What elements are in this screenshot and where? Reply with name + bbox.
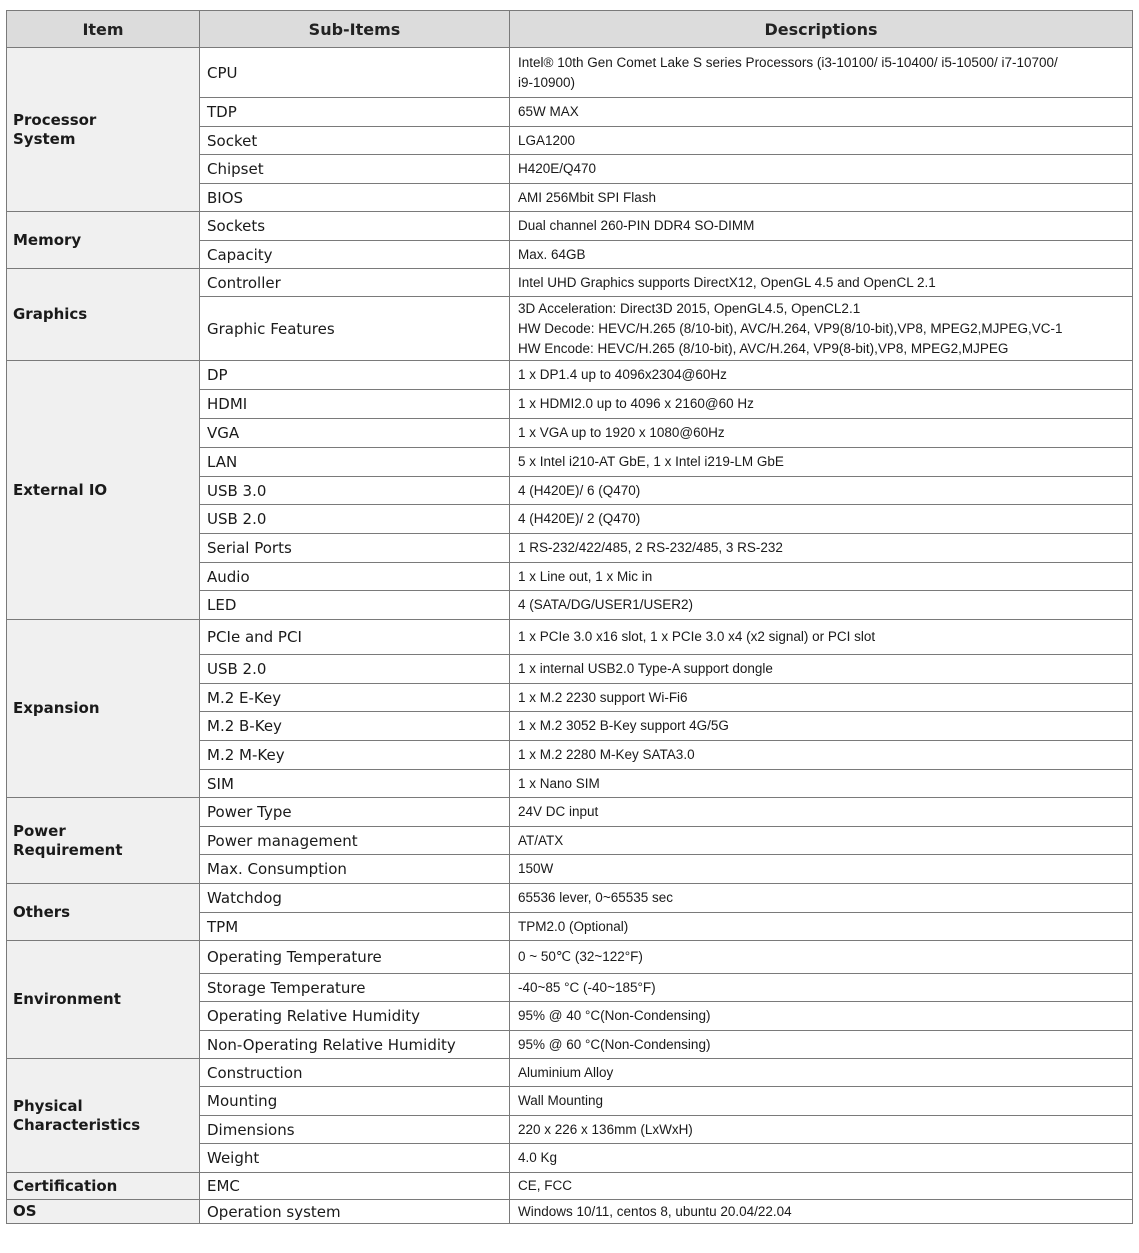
sub-item-sockets: Sockets [200,212,510,241]
description-line: 1 x internal USB2.0 Type-A support dongle [518,661,773,676]
description-line: LGA1200 [518,132,576,148]
description-graphic-features [510,297,1133,361]
description-capacity [510,241,1133,269]
description-line: 65536 lever, 0~65535 sec [518,890,673,905]
sub-item-chipset: Chipset [200,155,510,184]
sub-item-storage-temperature: Storage Temperature [200,974,510,1002]
description-m-2-m-key [510,741,1133,770]
spec-table [6,10,1133,1224]
description-watchdog [510,884,1133,913]
description-socket [510,127,1133,155]
description-led [510,591,1133,620]
description-mounting [510,1087,1133,1116]
item-others: Others [7,884,200,941]
table-row [7,1059,1133,1087]
description-storage-temperature [510,974,1133,1002]
sub-item-usb-2-0: USB 2.0 [200,655,510,684]
description-line: 1 x Line out, 1 x Mic in [518,568,653,584]
item-external-io: External IO [7,361,200,620]
item-processor-system: Processor System [7,48,200,212]
header-row [7,11,1133,48]
description-controller [510,269,1133,297]
description-lan [510,448,1133,477]
description-weight [510,1144,1133,1173]
description-line: 65W MAX [518,104,579,119]
description-line: 1 x DP1.4 up to 4096x2304@60Hz [518,367,727,382]
description-usb-3-0 [510,477,1133,505]
sub-item-power-management: Power management [200,827,510,855]
sub-item-non-operating-relative-humidity: Non-Operating Relative Humidity [200,1031,510,1059]
description-audio [510,563,1133,591]
description-operating-relative-humidity [510,1002,1133,1031]
sub-item-hdmi: HDMI [200,390,510,419]
description-operating-temperature [510,941,1133,974]
description-hdmi [510,390,1133,419]
table-row [7,884,1133,913]
sub-item-audio: Audio [200,563,510,591]
sub-item-max-consumption: Max. Consumption [200,855,510,884]
sub-item-tpm: TPM [200,913,510,941]
item-certification: Certification [7,1173,200,1200]
description-line: 1 x Nano SIM [518,775,600,791]
description-operation-system [510,1200,1133,1224]
sub-item-dp: DP [200,361,510,390]
sub-item-usb-2-0: USB 2.0 [200,505,510,534]
description-line: 220 x 226 x 136mm (LxWxH) [518,1121,693,1137]
description-line: Wall Mounting [518,1093,604,1108]
description-tdp [510,98,1133,127]
description-sockets [510,212,1133,241]
sub-item-mounting: Mounting [200,1087,510,1116]
description-line: Dual channel 260-PIN DDR4 SO-DIMM [518,218,755,233]
description-line: H420E/Q470 [518,161,597,176]
sub-item-weight: Weight [200,1144,510,1173]
sub-item-vga: VGA [200,419,510,448]
description-line: -40~85 °C (-40~185°F) [518,979,656,995]
description-line: 0 ~ 50℃ (32~122°F) [518,949,643,964]
table-row [7,361,1133,390]
description-line: Max. 64GB [518,246,586,262]
description-serial-ports [510,534,1133,563]
description-dp [510,361,1133,390]
item-memory: Memory [7,212,200,269]
description-line: 4 (SATA/DG/USER1/USER2) [518,597,694,612]
description-construction [510,1059,1133,1087]
description-line: 95% @ 60 °C(Non-Condensing) [518,1036,711,1052]
description-line: 5 x Intel i210-AT GbE, 1 x Intel i219-LM GbE [518,454,784,469]
table-row [7,620,1133,655]
table-row [7,941,1133,974]
sub-item-pcie-and-pci: PCIe and PCI [200,620,510,655]
item-power-requirement: Power Requirement [7,798,200,884]
item-graphics: Graphics [7,269,200,361]
description-sim [510,770,1133,798]
description-line: 1 x VGA up to 1920 x 1080@60Hz [518,425,725,440]
description-line: CE, FCC [518,1178,572,1193]
sub-item-m-2-e-key: M.2 E-Key [200,684,510,712]
description-dimensions [510,1116,1133,1144]
description-line: Intel® 10th Gen Comet Lake S series Processors (i3-10100/ i5-10400/ i5-10500/ i7-10700/ [518,54,1058,70]
description-line: 1 x M.2 2280 M-Key SATA3.0 [518,747,695,762]
header-descriptions: Descriptions [510,11,1133,48]
table-row [7,798,1133,827]
sub-item-controller: Controller [200,269,510,297]
sub-item-tdp: TDP [200,98,510,127]
sub-item-emc: EMC [200,1173,510,1200]
table-row [7,1200,1133,1224]
sub-item-sim: SIM [200,770,510,798]
sub-item-m-2-m-key: M.2 M-Key [200,741,510,770]
description-line: AMI 256Mbit SPI Flash [518,189,657,205]
item-physical-characteristics: Physical Characteristics [7,1059,200,1173]
header-item: Item [7,11,200,48]
description-line: 150W [518,861,554,876]
item-os: OS [7,1200,200,1224]
description-m-2-b-key [510,712,1133,741]
description-cpu [510,48,1133,98]
sub-item-operating-temperature: Operating Temperature [200,941,510,974]
table-row [7,212,1133,241]
description-power-management [510,827,1133,855]
sub-item-operation-system: Operation system [200,1200,510,1224]
sub-item-dimensions: Dimensions [200,1116,510,1144]
description-line: 4 (H420E)/ 2 (Q470) [518,511,641,526]
description-max-consumption [510,855,1133,884]
sub-item-construction: Construction [200,1059,510,1087]
description-m-2-e-key [510,684,1133,712]
description-line: 1 x HDMI2.0 up to 4096 x 2160@60 Hz [518,396,754,411]
description-line: 95% @ 40 °C(Non-Condensing) [518,1008,711,1023]
description-tpm [510,913,1133,941]
description-line: 4 (H420E)/ 6 (Q470) [518,482,641,498]
description-line: 1 RS-232/422/485, 2 RS-232/485, 3 RS-232 [518,540,783,555]
description-line: Intel UHD Graphics supports DirectX12, OpenGL 4.5 and OpenCL 2.1 [518,274,936,290]
description-power-type [510,798,1133,827]
table-row [7,269,1133,297]
description-line: TPM2.0 (Optional) [518,918,629,934]
description-line: i9-10900) [518,74,576,90]
description-emc [510,1173,1133,1200]
sub-item-socket: Socket [200,127,510,155]
table-row [7,1173,1133,1200]
sub-item-lan: LAN [200,448,510,477]
description-line: 24V DC input [518,804,599,819]
sub-item-watchdog: Watchdog [200,884,510,913]
description-line: HW Encode: HEVC/H.265 (8/10-bit), AVC/H.264, VP9(8-bit),VP8, MPEG2,MJPEG [518,340,1009,356]
description-line: Windows 10/11, centos 8, ubuntu 20.04/22.04 [518,1203,792,1219]
sub-item-serial-ports: Serial Ports [200,534,510,563]
sub-item-power-type: Power Type [200,798,510,827]
description-bios [510,184,1133,212]
description-line: AT/ATX [518,832,564,848]
description-chipset [510,155,1133,184]
description-line: 3D Acceleration: Direct3D 2015, OpenGL4.5, OpenCL2.1 [518,300,861,316]
description-line: 4.0 Kg [518,1150,558,1165]
description-line: 1 x M.2 2230 support Wi-Fi6 [518,689,688,705]
description-line: 1 x PCIe 3.0 x16 slot, 1 x PCIe 3.0 x4 (x2 signal) or PCI slot [518,629,876,644]
sub-item-led: LED [200,591,510,620]
description-vga [510,419,1133,448]
sub-item-operating-relative-humidity: Operating Relative Humidity [200,1002,510,1031]
sub-item-m-2-b-key: M.2 B-Key [200,712,510,741]
sub-item-usb-3-0: USB 3.0 [200,477,510,505]
sub-item-cpu: CPU [200,48,510,98]
sub-item-graphic-features: Graphic Features [200,297,510,361]
description-usb-2-0 [510,505,1133,534]
description-pcie-and-pci [510,620,1133,655]
description-usb-2-0 [510,655,1133,684]
header-sub-items: Sub-Items [200,11,510,48]
description-line: HW Decode: HEVC/H.265 (8/10-bit), AVC/H.264, VP9(8/10-bit),VP8, MPEG2,MJPEG,VC-1 [518,320,1063,336]
table-row [7,48,1133,98]
item-expansion: Expansion [7,620,200,798]
sub-item-capacity: Capacity [200,241,510,269]
description-line: 1 x M.2 3052 B-Key support 4G/5G [518,718,729,733]
item-environment: Environment [7,941,200,1059]
description-non-operating-relative-humidity [510,1031,1133,1059]
description-line: Aluminium Alloy [518,1064,614,1080]
sub-item-bios: BIOS [200,184,510,212]
